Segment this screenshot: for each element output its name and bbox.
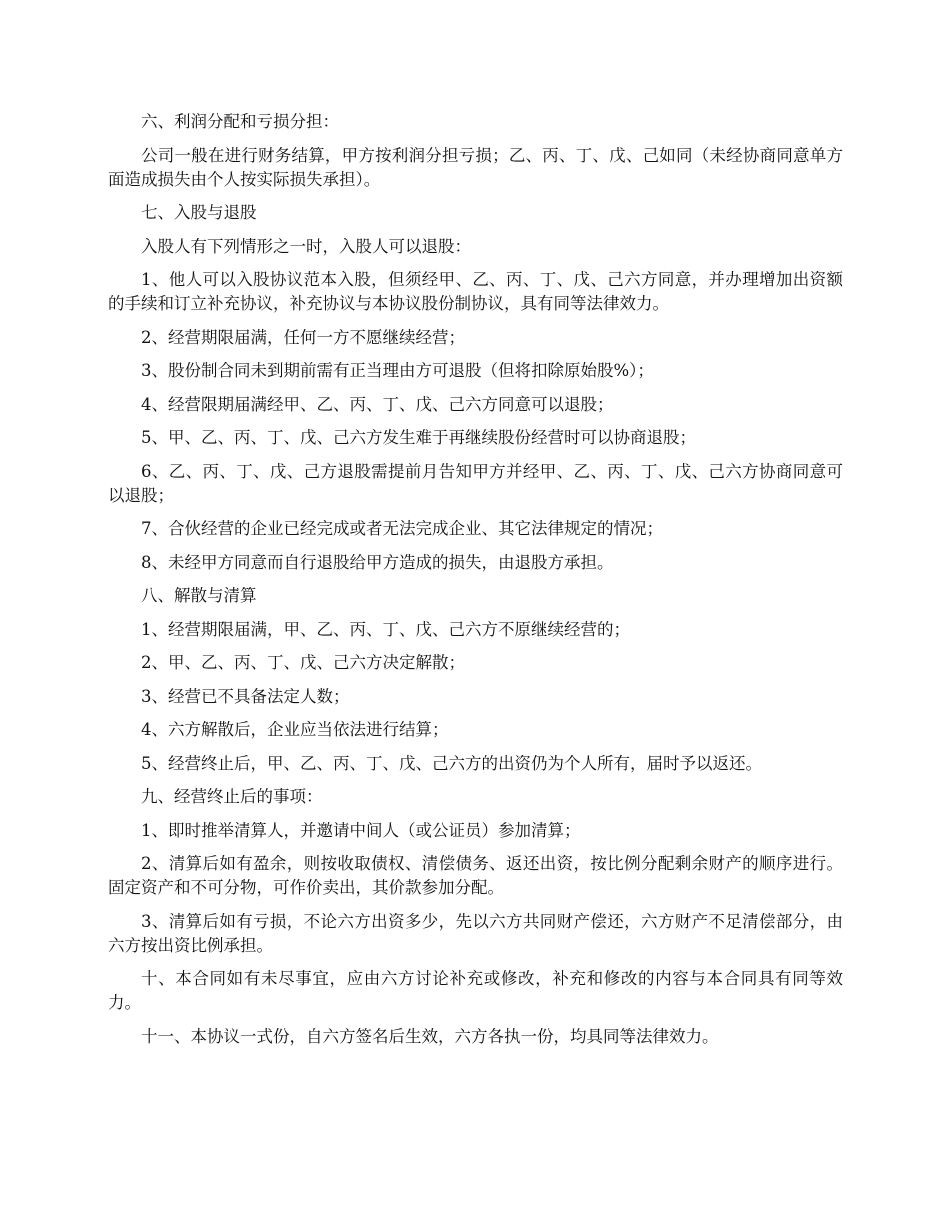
list-item: 3、经营已不具备法定人数； — [141, 686, 350, 706]
list-item: 2、经营期限届满，任何一方不愿继续经营； — [141, 327, 465, 347]
list-item: 2、清算后如有盈余，则按收取债权、清偿债务、返还出资，按比例分配剩余财产的顺序进行。固定资产和不可分物，可作价卖出，其价款参加分配。 — [108, 854, 843, 897]
section-heading: 六、利润分配和亏损分担： — [141, 112, 339, 131]
section-heading: 八、解散与清算 — [141, 586, 257, 605]
paragraph: 十一、本协议一式份，自六方签名后生效，六方各执一份，均具同等法律效力。 — [141, 1026, 719, 1046]
list-item: 1、即时推举清算人，并邀请中间人（或公证员）参加清算； — [141, 820, 581, 840]
section-heading: 七、入股与退股 — [141, 203, 257, 222]
list-item: 1、他人可以入股协议范本入股，但须经甲、乙、丙、丁、戊、己六方同意，并办理增加出资额的手续和订立补充协议，补充协议与本协议股份制协议，具有同等法律效力。 — [108, 270, 843, 313]
list-item: 4、六方解散后，企业应当依法进行结算； — [141, 720, 449, 739]
list-item: 8、未经甲方同意而自行退股给甲方造成的损失，由退股方承担。 — [141, 552, 614, 572]
list-item: 3、股份制合同未到期前需有正当理由方可退股（但将扣除原始股%）； — [141, 361, 654, 380]
paragraph: 入股人有下列情形之一时，入股人可以退股： — [141, 236, 471, 256]
paragraph: 十、本合同如有未尽事宜，应由六方讨论补充或修改，补充和修改的内容与本合同具有同等效力。 — [108, 969, 843, 1012]
document-body — [108, 110, 843, 1058]
paragraph: 公司一般在进行财务结算，甲方按利润分担亏损；乙、丙、丁、戊、己如同（未经协商同意单方面造成损失由个人按实际损失承担）。 — [108, 145, 843, 189]
list-item: 6、乙、丙、丁、戊、己方退股需提前月告知甲方并经甲、乙、丙、丁、戊、己六方协商同意可以退股； — [108, 461, 843, 505]
section-heading: 九、经营终止后的事项： — [141, 787, 323, 806]
list-item: 5、甲、乙、丙、丁、戊、己六方发生难于再继续股份经营时可以协商退股； — [141, 428, 696, 447]
list-item: 5、经营终止后，甲、乙、丙、丁、戊、己六方的出资仍为个人所有，届时予以返还。 — [141, 753, 762, 773]
list-item: 3、清算后如有亏损，不论六方出资多少，先以六方共同财产偿还，六方财产不足清偿部分，由六方按出资比例承担。 — [108, 911, 843, 955]
list-item: 2、甲、乙、丙、丁、戊、己六方决定解散； — [141, 653, 465, 672]
list-item: 1、经营期限届满，甲、乙、丙、丁、戊、己六方不原继续经营的； — [141, 619, 630, 639]
list-item: 7、合伙经营的企业已经完成或者无法完成企业、其它法律规定的情况； — [141, 519, 663, 538]
list-item: 4、经营限期届满经甲、乙、丙、丁、戊、己六方同意可以退股； — [141, 394, 614, 414]
